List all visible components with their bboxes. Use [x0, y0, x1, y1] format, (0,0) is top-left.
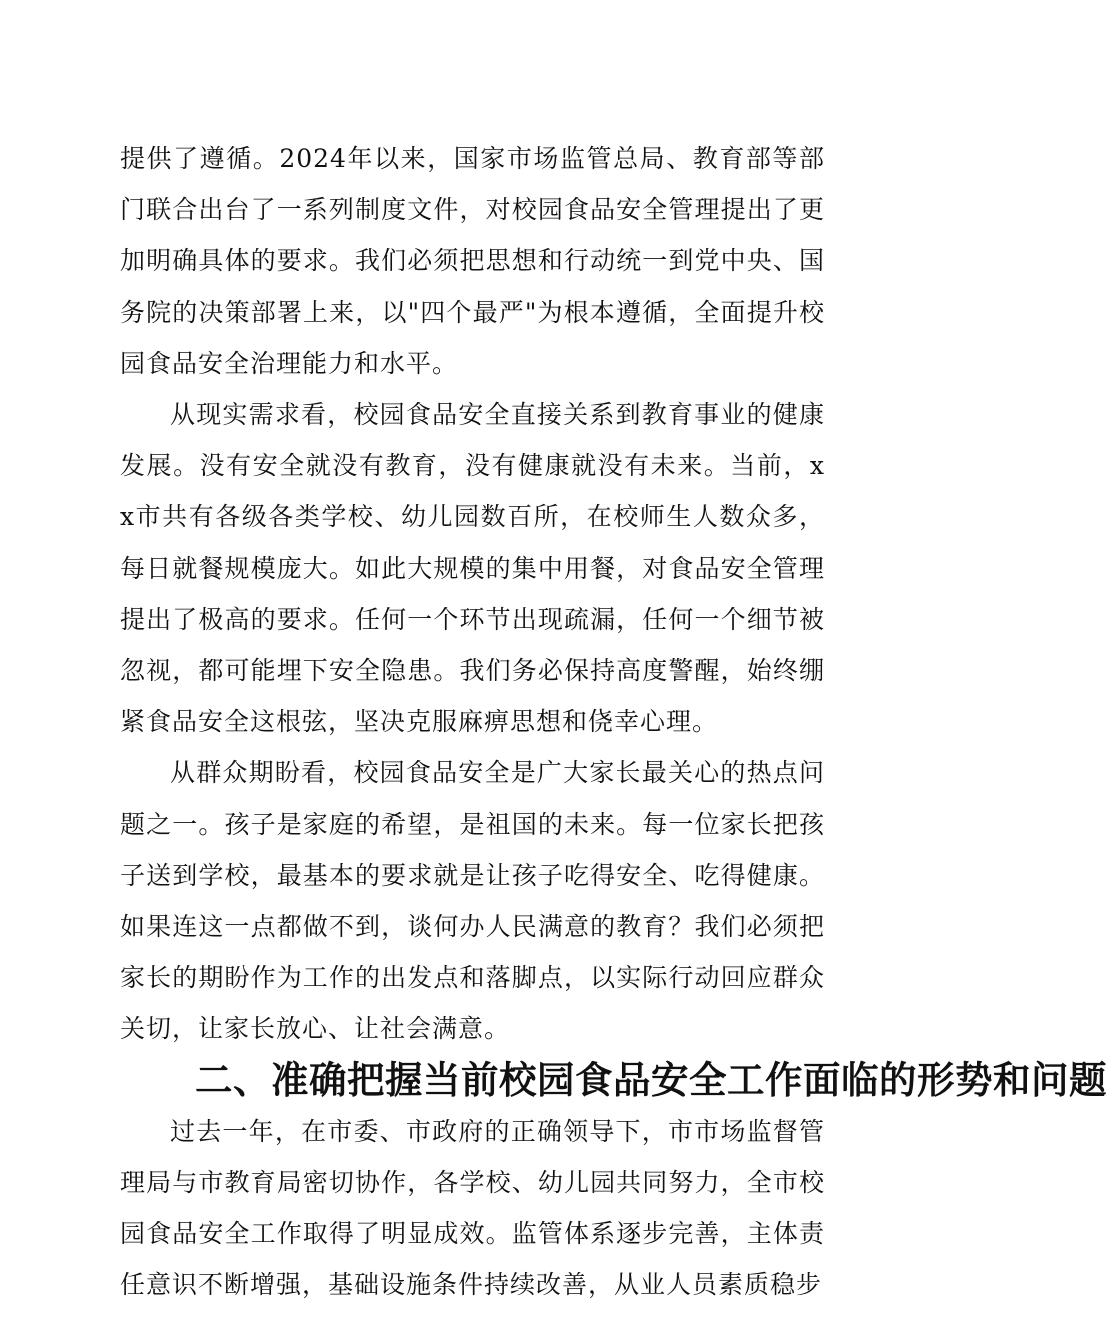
paragraph-continuation: 提供了遵循。2024年以来，国家市场监管总局、教育部等部门联合出台了一系列制度文件，对校园食品安全管理提出了更加明确具体的要求。我们必须把思想和行动统一到党中央、国务院的决策部署上来，以"四个最严"为根本遵循，全面提升校园食品安全治理能力和水平。: [120, 144, 825, 378]
document-body: [120, 133, 1107, 1311]
paragraph-public-expectation: 从群众期盼看，校园食品安全是广大家长最关心的热点问题之一。孩子是家庭的希望，是祖国的未来。每一位家长把孩子送到学校，最基本的要求就是让孩子吃得安全、吃得健康。如果连这一点都做不到，谈何办人民满意的教育？我们必须把家长的期盼作为工作的出发点和落脚点，以实际行动回应群众关切，让家长放心、让社会满意。: [120, 758, 825, 1044]
paragraph-past-year: 过去一年，在市委、市政府的正确领导下，市市场监督管理局与市教育局密切协作，各学校、幼儿园共同努力，全市校园食品安全工作取得了明显成效。监管体系逐步完善，主体责任意识不断增强，基础设施条件持续改善，从业人员素质稳步: [120, 1116, 825, 1300]
section-heading: 二、准确把握当前校园食品安全工作面临的形势和问题: [195, 1057, 1107, 1102]
paragraph-practical-need: 从现实需求看，校园食品安全直接关系到教育事业的健康发展。没有安全就没有教育，没有健康就没有未来。当前，xx市共有各级各类学校、幼儿园数百所，在校师生人数众多，每日就餐规模庞大。如此大规模的集中用餐，对食品安全管理提出了极高的要求。任何一个环节出现疏漏，任何一个细节被忽视，都可能埋下安全隐患。我们务必保持高度警醒，始终绷紧食品安全这根弦，坚决克服麻痹思想和侥幸心理。: [120, 400, 825, 737]
